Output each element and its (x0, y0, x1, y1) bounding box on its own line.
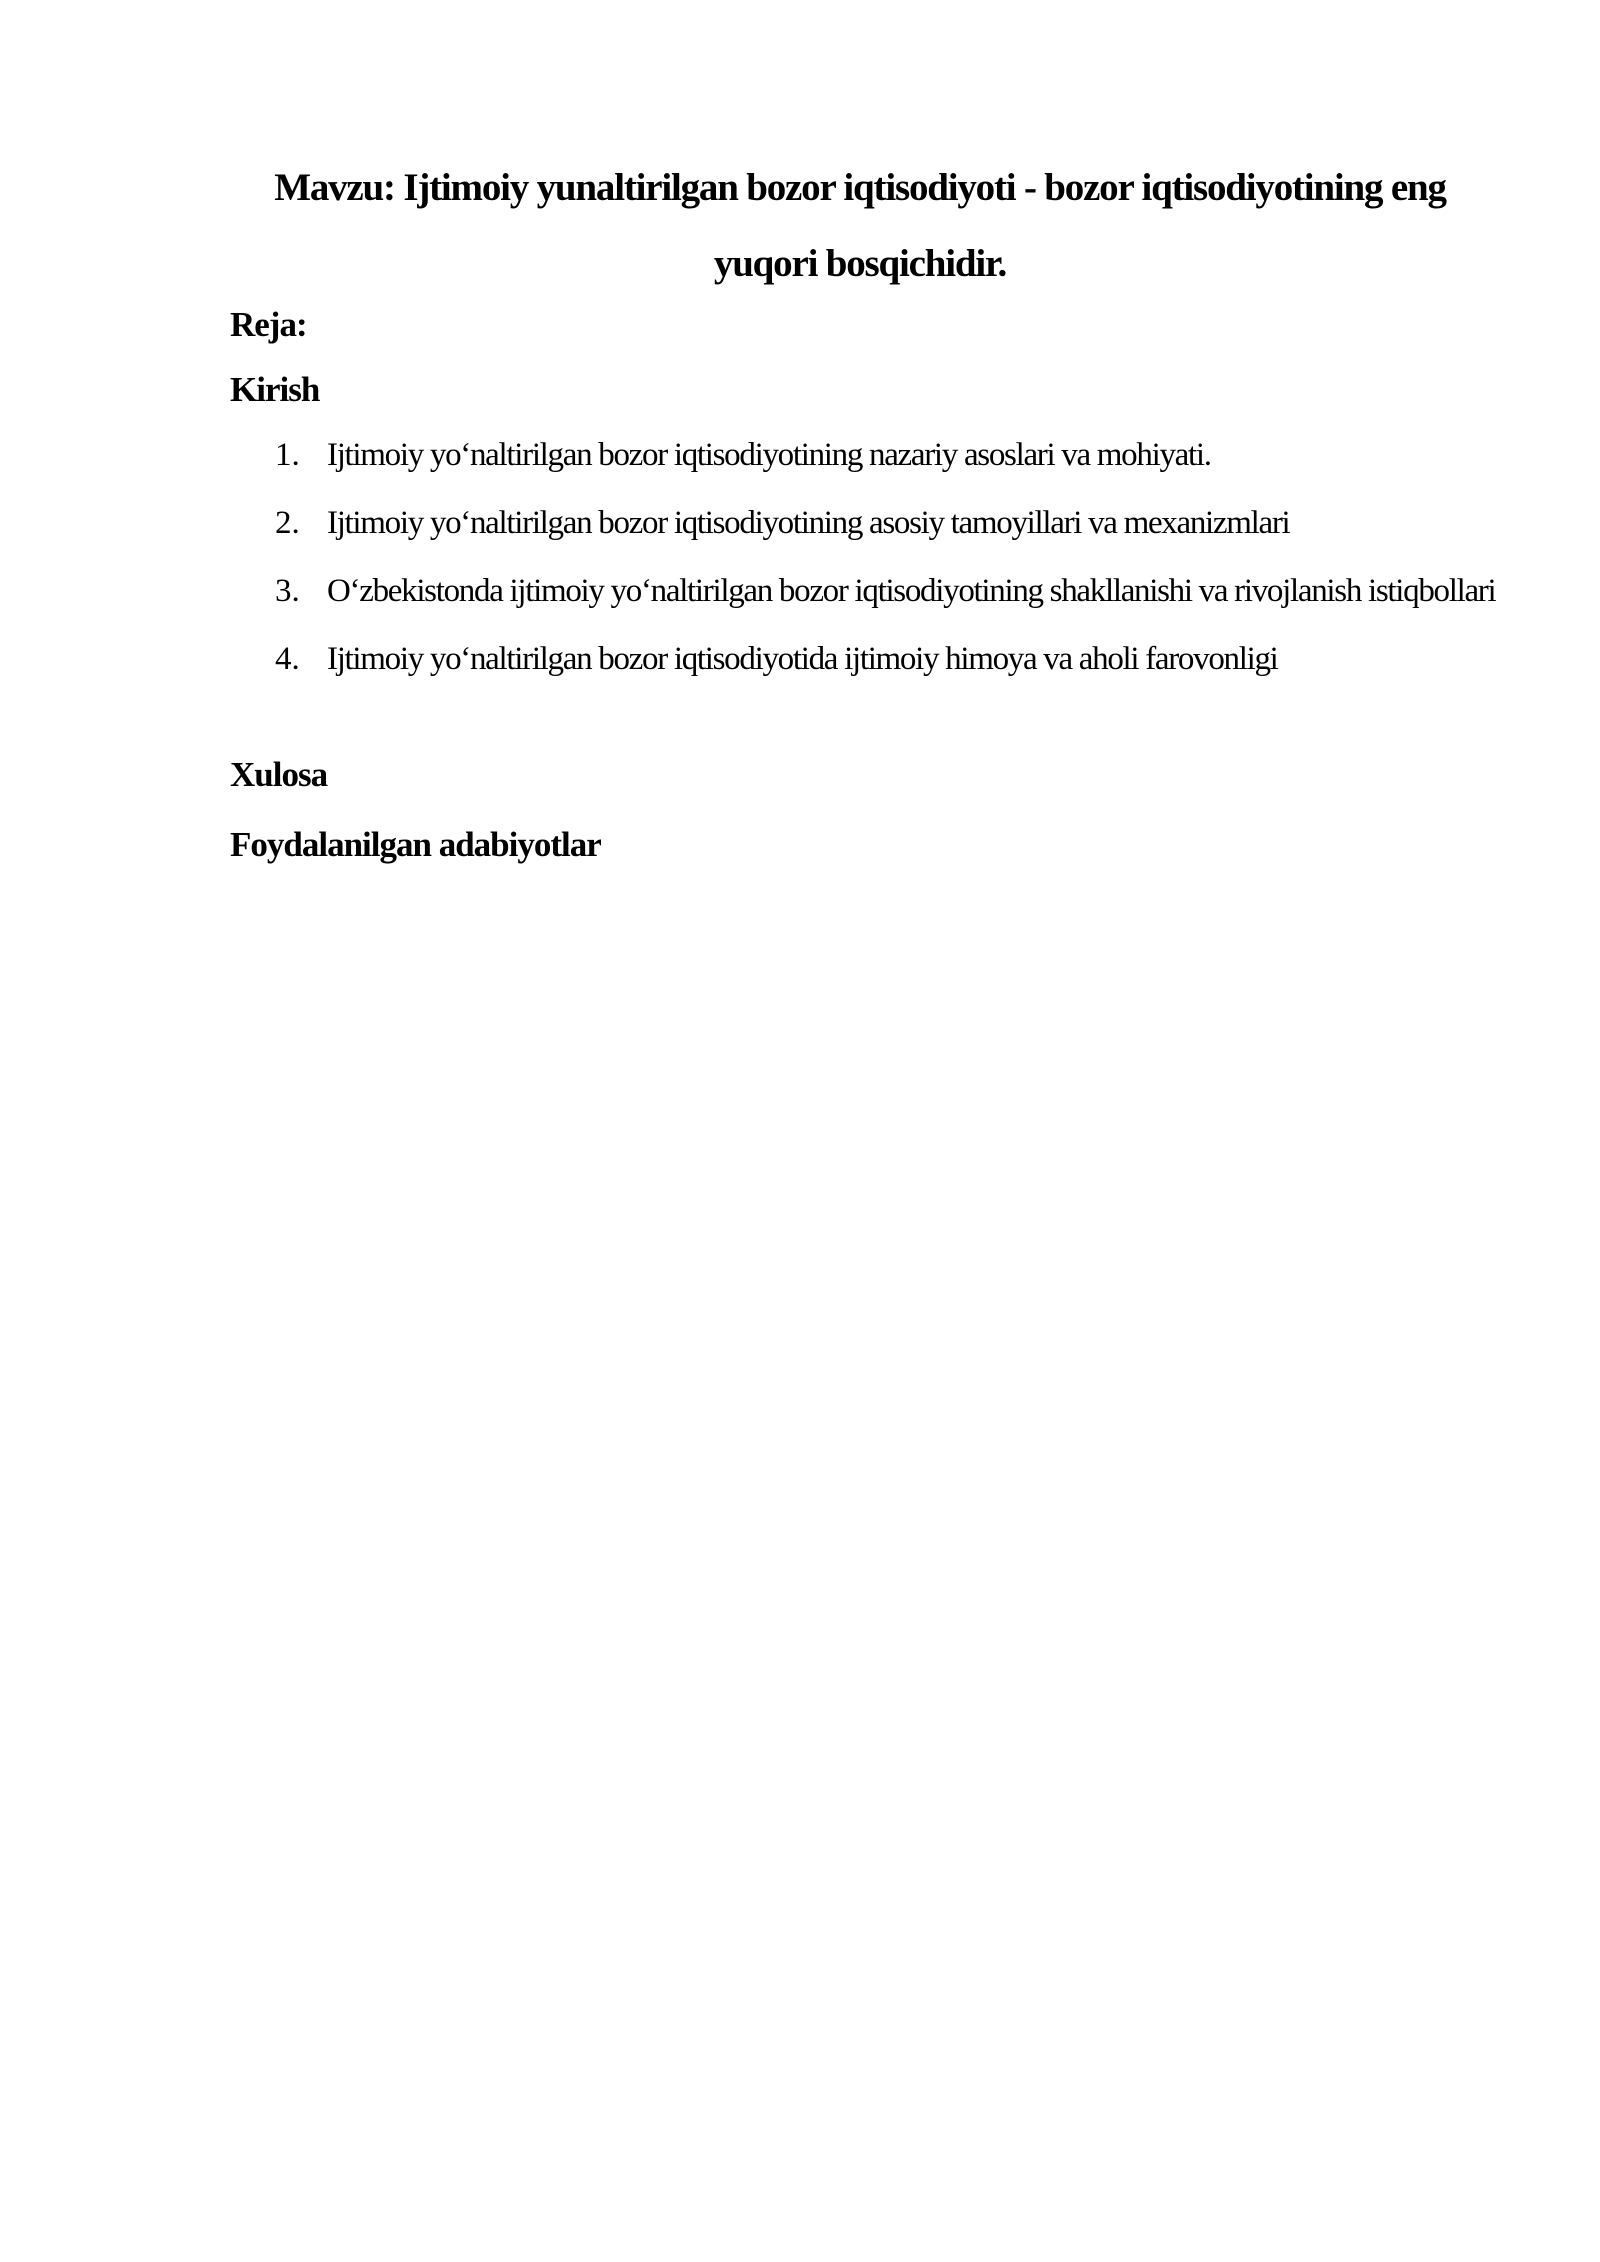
intro-heading: Kirish (230, 370, 320, 409)
plan-item (275, 500, 1515, 546)
conclusion-heading: Xulosa (230, 755, 328, 794)
plan-list (275, 432, 1515, 704)
references-heading: Foydalanilgan adabiyotlar (230, 825, 601, 864)
plan-item-number: 3. (275, 573, 300, 609)
plan-item (275, 568, 1515, 614)
plan-item-text: Ijtimoiy yo‘naltirilgan bozor iqtisodiyotining nazariy asoslari va mohiyati. (327, 437, 1211, 473)
plan-item (275, 636, 1515, 682)
plan-item-number: 2. (275, 505, 300, 541)
plan-item-text: Ijtimoiy yo‘naltirilgan bozor iqtisodiyotida ijtimoiy himoya va aholi farovonligi (327, 641, 1278, 677)
plan-item-number: 4. (275, 641, 300, 677)
plan-item (275, 432, 1515, 478)
document-title: Mavzu: Ijtimoiy yunaltirilgan bozor iqtisodiyoti - bozor iqtisodiyotining eng yuqori bosqichidir. (274, 166, 1446, 285)
plan-item-number: 1. (275, 437, 300, 473)
plan-item-text: Ijtimoiy yo‘naltirilgan bozor iqtisodiyotining asosiy tamoyillari va mexanizmlari (327, 505, 1290, 541)
plan-item-text: O‘zbekistonda ijtimoiy yo‘naltirilgan bozor iqtisodiyotining shakllanishi va rivojlanish istiqbollari (327, 573, 1496, 609)
plan-heading: Reja: (230, 305, 307, 344)
